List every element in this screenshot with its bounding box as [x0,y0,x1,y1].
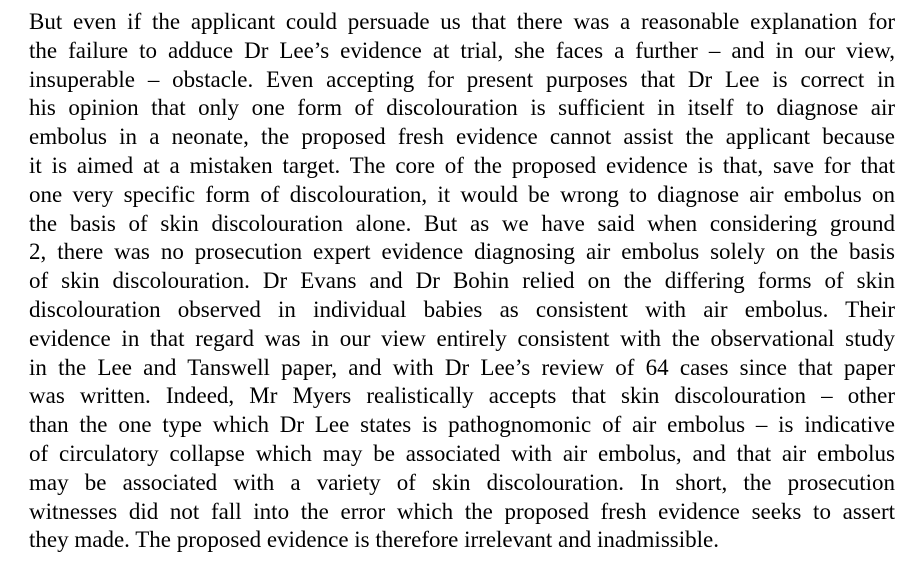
paragraph-line: the failure to adduce Dr Lee’s evidence at trial, she faces a further – and in our view, [29,37,895,63]
paragraph-line: may be associated with a variety of skin discolouration. In short, the prosecution [29,469,895,495]
paragraph-line: they made. The proposed evidence is therefore irrelevant and inadmissible. [29,527,719,553]
judgment-paragraph [29,8,895,555]
paragraph-line: one very specific form of discolouration, it would be wrong to diagnose air embolus on [29,181,895,207]
paragraph-line: discolouration observed in individual babies as consistent with air embolus. Their [29,296,895,322]
paragraph-line: embolus in a neonate, the proposed fresh evidence cannot assist the applicant because [29,124,895,150]
paragraph-line: was written. Indeed, Mr Myers realistically accepts that skin discolouration – other [29,383,895,409]
paragraph-line: the basis of skin discolouration alone. But as we have said when considering ground [29,210,895,236]
paragraph-line: insuperable – obstacle. Even accepting for present purposes that Dr Lee is correct in [29,66,895,92]
paragraph-line: his opinion that only one form of discolouration is sufficient in itself to diagnose air [29,95,895,121]
paragraph-line: witnesses did not fall into the error which the proposed fresh evidence seeks to assert [29,498,895,524]
paragraph-line: But even if the applicant could persuade us that there was a reasonable explanation for [29,9,895,34]
paragraph-line: of skin discolouration. Dr Evans and Dr Bohin relied on the differing forms of skin [29,268,895,294]
paragraph-line: in the Lee and Tanswell paper, and with Dr Lee’s review of 64 cases since that paper [29,354,895,380]
paragraph-line: of circulatory collapse which may be associated with air embolus, and that air embolus [29,440,895,466]
paragraph-line: evidence in that regard was in our view entirely consistent with the observational study [29,325,895,351]
paragraph-line: than the one type which Dr Lee states is pathognomonic of air embolus – is indicative [29,412,895,438]
paragraph-line: 2, there was no prosecution expert evidence diagnosing air embolus solely on the basis [29,239,895,265]
paragraph-line: it is aimed at a mistaken target. The core of the proposed evidence is that, save for that [29,152,895,178]
